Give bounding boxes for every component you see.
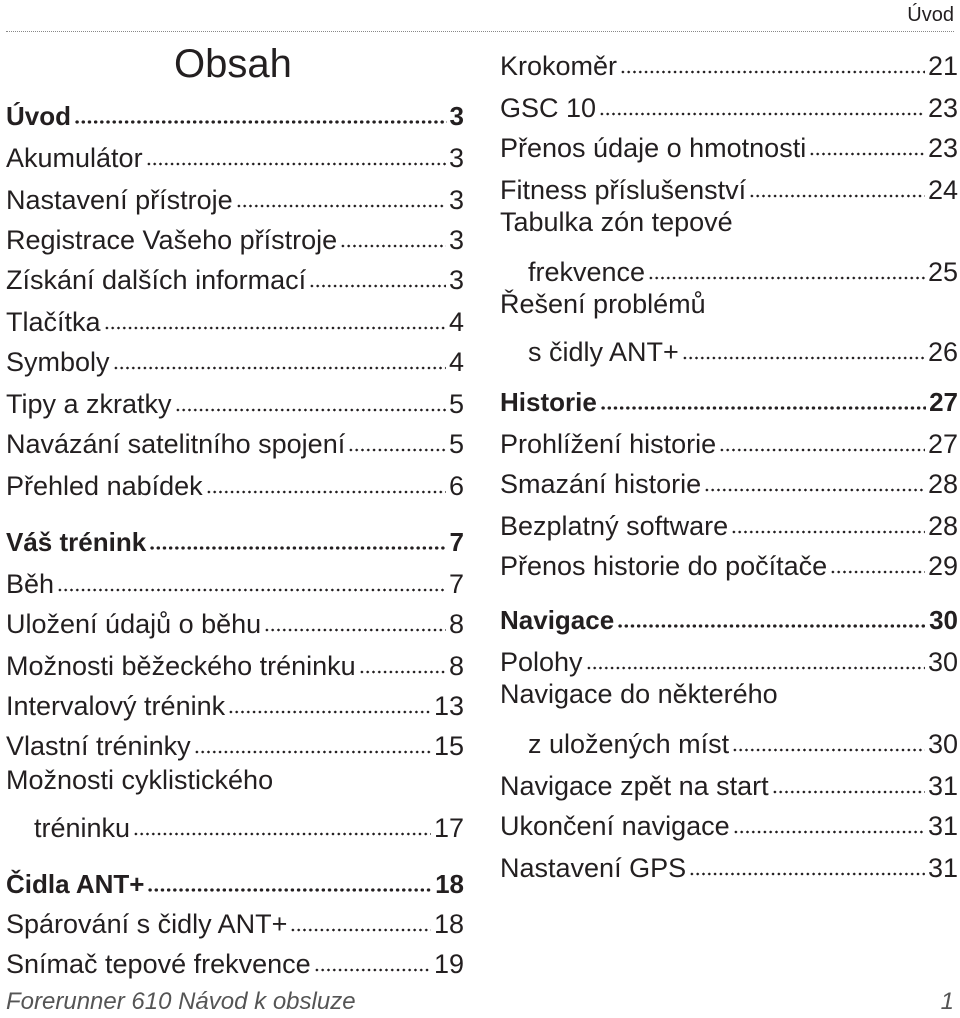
toc-right-entry	[500, 762, 958, 802]
dot-leader	[704, 488, 925, 492]
toc-entry-page: 30	[927, 647, 958, 677]
toc-entry-title: Snímač tepové frekvence	[6, 949, 311, 979]
section-label: Úvod	[907, 4, 954, 26]
dot-leader	[617, 624, 926, 628]
toc-entry-title: Nastavení GPS	[500, 853, 687, 883]
dot-leader	[206, 490, 446, 494]
toc-entry-page: 31	[927, 853, 958, 883]
toc-entry-page: 18	[433, 909, 464, 939]
toc-entry-page: 28	[927, 469, 958, 499]
toc-entry-title: Historie	[500, 387, 597, 417]
toc-entry-title: Navigace do některého	[500, 679, 778, 709]
toc-entry-page: 8	[448, 651, 464, 681]
toc-right-entry	[500, 378, 958, 418]
toc-entry-page: 18	[435, 869, 464, 899]
toc-entry-page: 3	[449, 101, 464, 131]
toc-entry-page: 31	[927, 811, 958, 841]
dot-leader	[809, 152, 925, 156]
dot-leader	[309, 284, 446, 288]
toc-entry-page: 27	[929, 387, 958, 417]
toc-entry-title: Běh	[6, 569, 55, 599]
toc-entry-title: Možnosti běžeckého tréninku	[6, 651, 356, 681]
toc-entry-page: 30	[927, 729, 958, 759]
toc-left-entry	[6, 860, 464, 900]
toc-entry-page: 3	[448, 225, 464, 255]
toc-left-entry	[6, 764, 464, 804]
toc-entry-title: Váš trénink	[6, 527, 147, 557]
dot-leader	[359, 670, 446, 674]
dot-leader	[340, 244, 446, 248]
toc-entry-page: 3	[448, 265, 464, 295]
toc-entry-title: Tabulka zón tepové	[500, 207, 733, 237]
toc-entry-title: Akumulátor	[6, 143, 143, 173]
dot-leader	[719, 448, 925, 452]
dot-leader	[648, 276, 925, 280]
toc-entry-page: 27	[927, 429, 958, 459]
toc-entry-page: 15	[433, 731, 464, 761]
toc-left-entry	[6, 900, 464, 940]
dot-leader	[133, 832, 431, 836]
toc-right-entry	[500, 542, 958, 582]
toc-entry-title: GSC 10	[500, 93, 597, 123]
toc-left-entry	[6, 176, 464, 216]
toc-left-entry	[6, 420, 464, 460]
dot-leader	[620, 70, 925, 74]
toc-right-entry	[500, 460, 958, 500]
dot-leader	[74, 120, 447, 124]
toc-entry-title: Vlastní tréninky	[6, 731, 191, 761]
dot-leader	[314, 968, 431, 972]
dot-leader	[731, 530, 925, 534]
toc-left-entry	[6, 216, 464, 256]
toc-left-entry	[6, 722, 464, 762]
toc-right-entry	[500, 802, 958, 842]
toc-entry-page: 23	[927, 93, 958, 123]
dot-leader	[146, 162, 446, 166]
toc-entry-title: frekvence	[528, 257, 646, 287]
toc-entry-title: Přenos údaje o hmotnosti	[500, 133, 807, 163]
dot-leader	[749, 194, 925, 198]
toc-entry-page: 7	[448, 569, 464, 599]
toc-left-entry	[6, 642, 464, 682]
toc-entry-page: 26	[927, 337, 958, 367]
dot-leader	[830, 570, 925, 574]
toc-right-entry	[500, 420, 958, 460]
toc-right-entry	[500, 124, 958, 164]
toc-entry-title: Registrace Vašeho přístroje	[6, 225, 338, 255]
toc-entry-title: Prohlížení historie	[500, 429, 717, 459]
dot-leader	[149, 546, 446, 550]
dot-leader	[600, 406, 926, 410]
toc-entry-title: z uložených míst	[528, 729, 730, 759]
toc-left-entry	[6, 682, 464, 722]
toc-entry-title: Ukončení navigace	[500, 811, 730, 841]
toc-entry-page: 24	[927, 175, 958, 205]
toc-entry-page: 5	[448, 389, 464, 419]
toc-left-entry	[6, 134, 464, 174]
toc-entry-page: 29	[927, 551, 958, 581]
toc-right-entry	[500, 84, 958, 124]
dot-leader	[689, 872, 925, 876]
toc-entry-title: Tlačítka	[6, 307, 101, 337]
page-title: Obsah	[174, 42, 292, 86]
toc-left-entry	[6, 600, 464, 640]
toc-entry-title: tréninku	[34, 813, 131, 843]
toc-right-entry	[500, 720, 958, 760]
dot-leader	[586, 666, 925, 670]
toc-entry-title: Řešení problémů	[500, 289, 706, 319]
toc-left-entry	[6, 462, 464, 502]
toc-left-entry	[6, 560, 464, 600]
toc-entry-page: 21	[927, 51, 958, 81]
toc-entry-page: 28	[927, 511, 958, 541]
toc-entry-title: s čidly ANT+	[528, 337, 679, 367]
toc-left-entry	[6, 940, 464, 980]
toc-entry-title: Symboly	[6, 347, 110, 377]
toc-entry-title: Navigace	[500, 605, 615, 635]
toc-entry-page: 5	[448, 429, 464, 459]
toc-right-entry	[500, 844, 958, 884]
toc-entry-title: Přehled nabídek	[6, 471, 203, 501]
toc-right-entry	[500, 638, 958, 678]
toc-entry-title: Přenos historie do počítače	[500, 551, 828, 581]
toc-entry-page: 25	[927, 257, 958, 287]
toc-right-entry	[500, 206, 958, 246]
toc-entry-page: 4	[448, 307, 464, 337]
toc-right-entry	[500, 42, 958, 82]
dot-leader	[733, 830, 925, 834]
toc-left-entry	[6, 92, 464, 132]
dot-leader	[175, 408, 446, 412]
dot-leader	[228, 710, 431, 714]
dot-leader	[682, 356, 925, 360]
toc-entry-title: Navigace zpět na start	[500, 771, 769, 801]
toc-entry-page: 13	[433, 691, 464, 721]
toc-entry-title: Polohy	[500, 647, 583, 677]
toc-left-entry	[6, 380, 464, 420]
toc-left-entry	[6, 518, 464, 558]
toc-right-entry	[500, 288, 958, 328]
toc-entry-page: 19	[433, 949, 464, 979]
toc-entry-page: 31	[927, 771, 958, 801]
toc-entry-page: 17	[433, 813, 464, 843]
toc-entry-page: 3	[448, 185, 464, 215]
toc-right-entry	[500, 678, 958, 718]
toc-entry-page: 30	[929, 605, 958, 635]
toc-entry-title: Nastavení přístroje	[6, 185, 233, 215]
toc-right-entry	[500, 248, 958, 288]
dot-leader	[57, 588, 446, 592]
toc-right-entry	[500, 328, 958, 368]
toc-entry-page: 8	[448, 609, 464, 639]
footer-page-number: 1	[940, 988, 954, 1015]
toc-entry-title: Spárování s čidly ANT+	[6, 909, 288, 939]
dot-leader	[194, 750, 431, 754]
footer-manual-title: Forerunner 610 Návod k obsluze	[6, 988, 356, 1015]
dot-leader	[290, 928, 431, 932]
toc-left-entry	[6, 298, 464, 338]
toc-entry-title: Intervalový trénink	[6, 691, 226, 721]
toc-entry-page: 4	[448, 347, 464, 377]
toc-entry-title: Fitness příslušenství	[500, 175, 747, 205]
toc-right-entry	[500, 596, 958, 636]
toc-right-entry	[500, 166, 958, 206]
toc-left-entry	[6, 804, 464, 844]
toc-entry-title: Navázání satelitního spojení	[6, 429, 346, 459]
toc-entry-title: Čidla ANT+	[6, 869, 145, 899]
toc-entry-title: Získání dalších informací	[6, 265, 307, 295]
header-rule	[6, 31, 954, 32]
dot-leader	[104, 326, 446, 330]
toc-entry-title: Krokoměr	[500, 51, 618, 81]
toc-entry-title: Uložení údajů o běhu	[6, 609, 262, 639]
toc-entry-title: Smazání historie	[500, 469, 702, 499]
dot-leader	[236, 204, 446, 208]
toc-left-entry	[6, 256, 464, 296]
dot-leader	[348, 448, 446, 452]
toc-right-entry	[500, 502, 958, 542]
toc-entry-page: 3	[448, 143, 464, 173]
toc-left-entry	[6, 338, 464, 378]
dot-leader	[147, 888, 432, 892]
toc-entry-page: 7	[449, 527, 464, 557]
toc-entry-title: Možnosti cyklistického	[6, 765, 274, 795]
toc-entry-title: Tipy a zkratky	[6, 389, 172, 419]
dot-leader	[599, 112, 925, 116]
toc-entry-page: 6	[448, 471, 464, 501]
dot-leader	[264, 628, 446, 632]
toc-entry-page: 23	[927, 133, 958, 163]
toc-entry-title: Bezplatný software	[500, 511, 729, 541]
dot-leader	[113, 366, 446, 370]
toc-entry-title: Úvod	[6, 101, 71, 131]
dot-leader	[772, 790, 925, 794]
dot-leader	[732, 748, 925, 752]
